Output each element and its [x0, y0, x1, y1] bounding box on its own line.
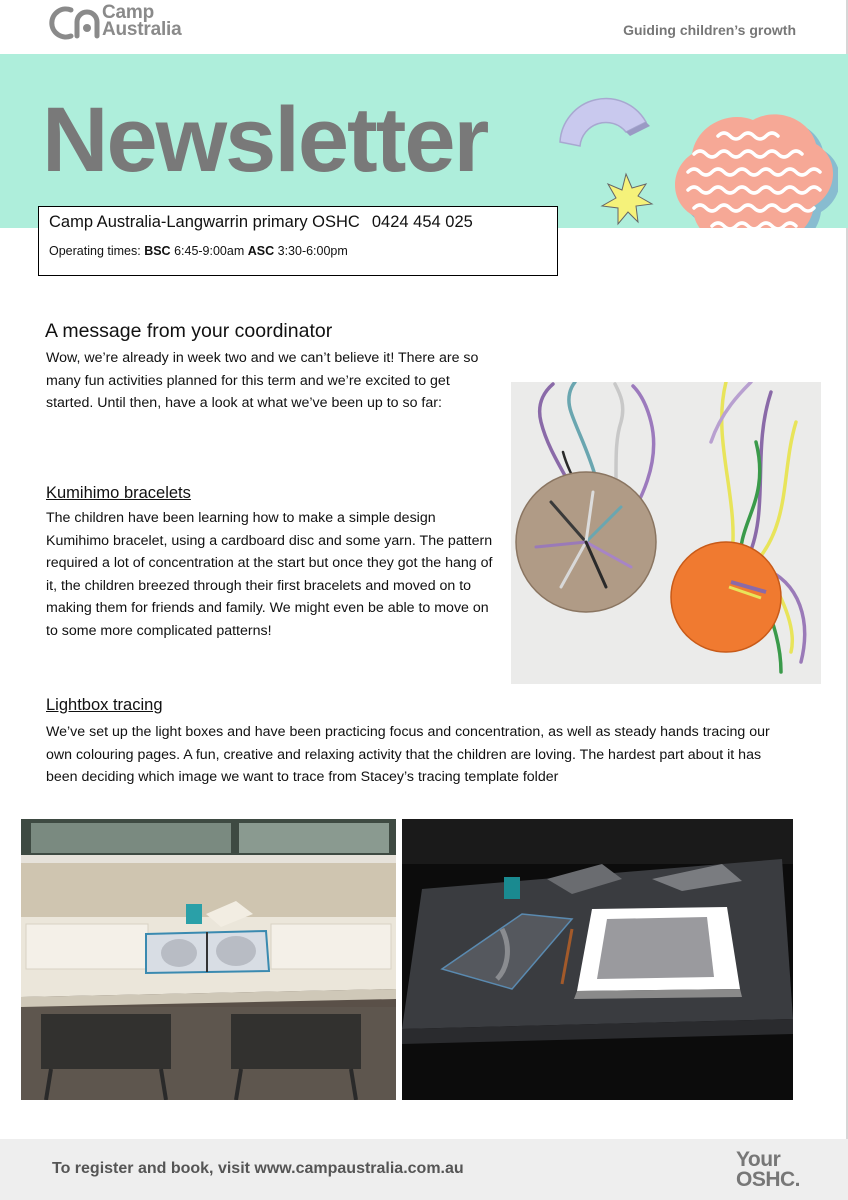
lightbox-table-photo — [21, 819, 396, 1100]
service-phone: 0424 454 025 — [371, 213, 473, 231]
kumihimo-text: The children have been learning how to make a simple design Kumihimo bracelet, using a cardboard disc and some yarn. The pattern required a lot of concentration at the start but once they got the hang of it, the children breezed through their first bracelets and moved on to making them for friends and family. We might even be able to move on to some more complicated patterns! — [46, 510, 493, 639]
hours-prefix: Operating times: — [49, 244, 145, 258]
footer — [0, 1139, 848, 1200]
bsc-label: BSC — [144, 244, 171, 258]
brand-line1: Your — [735, 1148, 781, 1171]
bsc-time: 6:45-9:00am — [170, 244, 248, 258]
tagline: Guiding children’s growth — [623, 22, 796, 38]
asc-time: 3:30-6:00pm — [274, 244, 348, 258]
lightbox-text: We’ve set up the light boxes and have been practicing focus and concentration, as well as steady hands tracing our own colouring pages. A fun, creative and relaxing activity that the children are loving. The hardest part about it has been deciding which image we want to trace from Stacey’s tracing template folder — [46, 724, 770, 786]
coordinator-message: Wow, we’re already in week two and we can’t believe it! There are so many fun activities planned for this term and we’re excited to get started. Until then, have a look at what we’ve been up to so far: — [46, 350, 479, 412]
brand-line2: OSHC. — [735, 1168, 800, 1191]
coordinator-heading: A message from your coordinator — [45, 320, 333, 342]
lightbox-glowing-photo — [402, 819, 793, 1100]
your-oshc-logo — [736, 1150, 800, 1190]
service-name: Camp Australia-Langwarrin primary OSHC — [49, 213, 360, 231]
service-info-box — [38, 206, 558, 276]
kumihimo-heading: Kumihimo bracelets — [46, 484, 191, 502]
decorative-shapes-icon — [548, 74, 838, 228]
logo-text — [102, 4, 182, 38]
newsletter-title: Newsletter — [42, 89, 488, 191]
lightbox-heading: Lightbox tracing — [46, 696, 163, 714]
operating-times — [49, 244, 547, 258]
newsletter-banner — [0, 54, 848, 228]
kumihimo-bracelets-photo — [511, 382, 821, 684]
register-link[interactable]: To register and book, visit www.campaustralia.com.au — [52, 1160, 464, 1177]
service-line — [49, 213, 547, 232]
logo-line2: Australia — [102, 19, 182, 40]
logo-line1: Camp — [102, 2, 154, 23]
asc-label: ASC — [247, 244, 275, 258]
